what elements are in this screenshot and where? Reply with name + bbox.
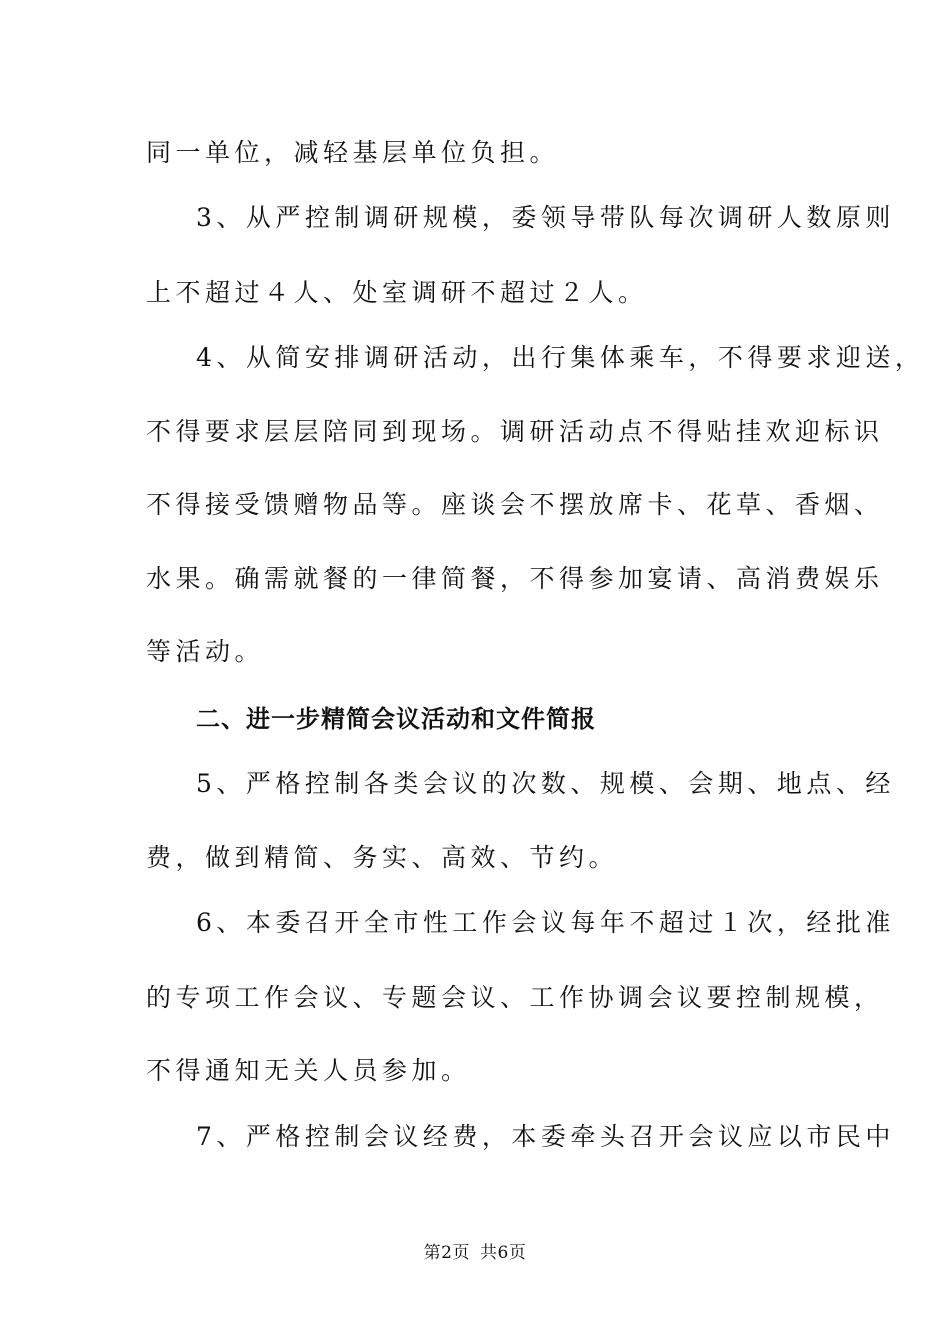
body-line: 7、严格控制会议经费，本委牵头召开会议应以市民中 — [196, 1122, 895, 1151]
page-total: 共6页 — [480, 1243, 527, 1263]
body-line: 的专项工作会议、专题会议、工作协调会议要控制规模， — [146, 983, 884, 1012]
body-line: 3、从严控制调研规模，委领导带队每次调研人数原则 — [196, 203, 895, 232]
body-line: 等活动。 — [146, 637, 265, 666]
body-line: 不得通知无关人员参加。 — [146, 1056, 471, 1085]
body-line: 上不超过４人、处室调研不超过２人。 — [146, 278, 648, 307]
body-line: 不得要求层层陪同到现场。调研活动点不得贴挂欢迎标识 — [146, 417, 884, 446]
body-line: 4、从简安排调研活动，出行集体乘车，不得要求迎送， — [196, 343, 925, 372]
body-line: 6、本委召开全市性工作会议每年不超过１次，经批准 — [196, 908, 895, 937]
body-line: 费，做到精简、务实、高效、节约。 — [146, 843, 619, 872]
section-heading: 二、进一步精简会议活动和文件简报 — [196, 705, 596, 733]
page-footer — [0, 1241, 950, 1265]
page-number: 第2页 — [423, 1243, 470, 1263]
body-line: 5、严格控制各类会议的次数、规模、会期、地点、经 — [196, 769, 895, 798]
body-line: 水果。确需就餐的一律简餐，不得参加宴请、高消费娱乐 — [146, 564, 884, 593]
body-line: 同一单位，减轻基层单位负担。 — [146, 138, 560, 167]
body-line: 不得接受馈赠物品等。座谈会不摆放席卡、花草、香烟、 — [146, 490, 884, 519]
